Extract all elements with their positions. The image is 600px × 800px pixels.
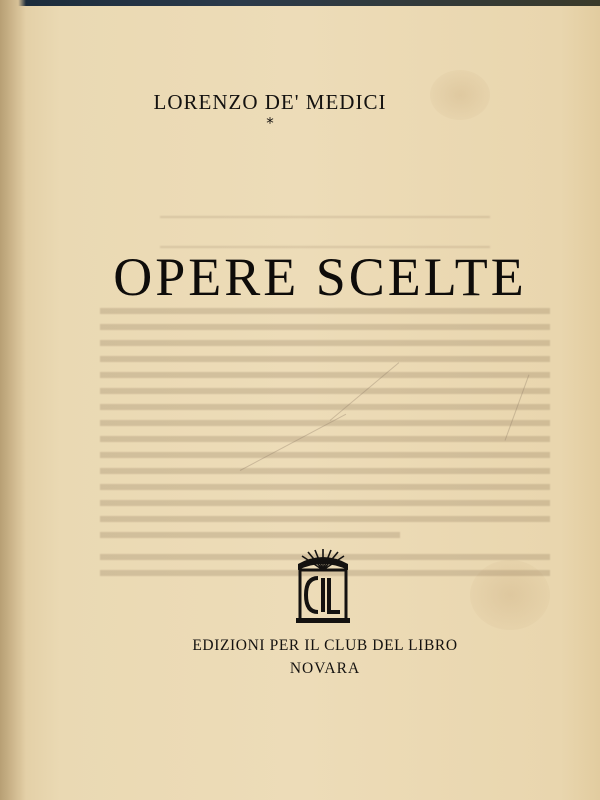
publisher-name: EDIZIONI PER IL CLUB DEL LIBRO bbox=[192, 637, 458, 654]
show-through-heading bbox=[160, 200, 490, 252]
book-title: OPERE SCELTE bbox=[113, 247, 527, 307]
publisher-logo bbox=[292, 548, 354, 624]
author-name: LORENZO DE' MEDICI bbox=[153, 90, 387, 114]
volume-star: * bbox=[266, 114, 274, 132]
publisher-logo-icon bbox=[292, 548, 354, 624]
page-top-edge bbox=[0, 0, 600, 6]
paper-stain bbox=[470, 560, 550, 630]
publisher-city: NOVARA bbox=[289, 660, 361, 677]
